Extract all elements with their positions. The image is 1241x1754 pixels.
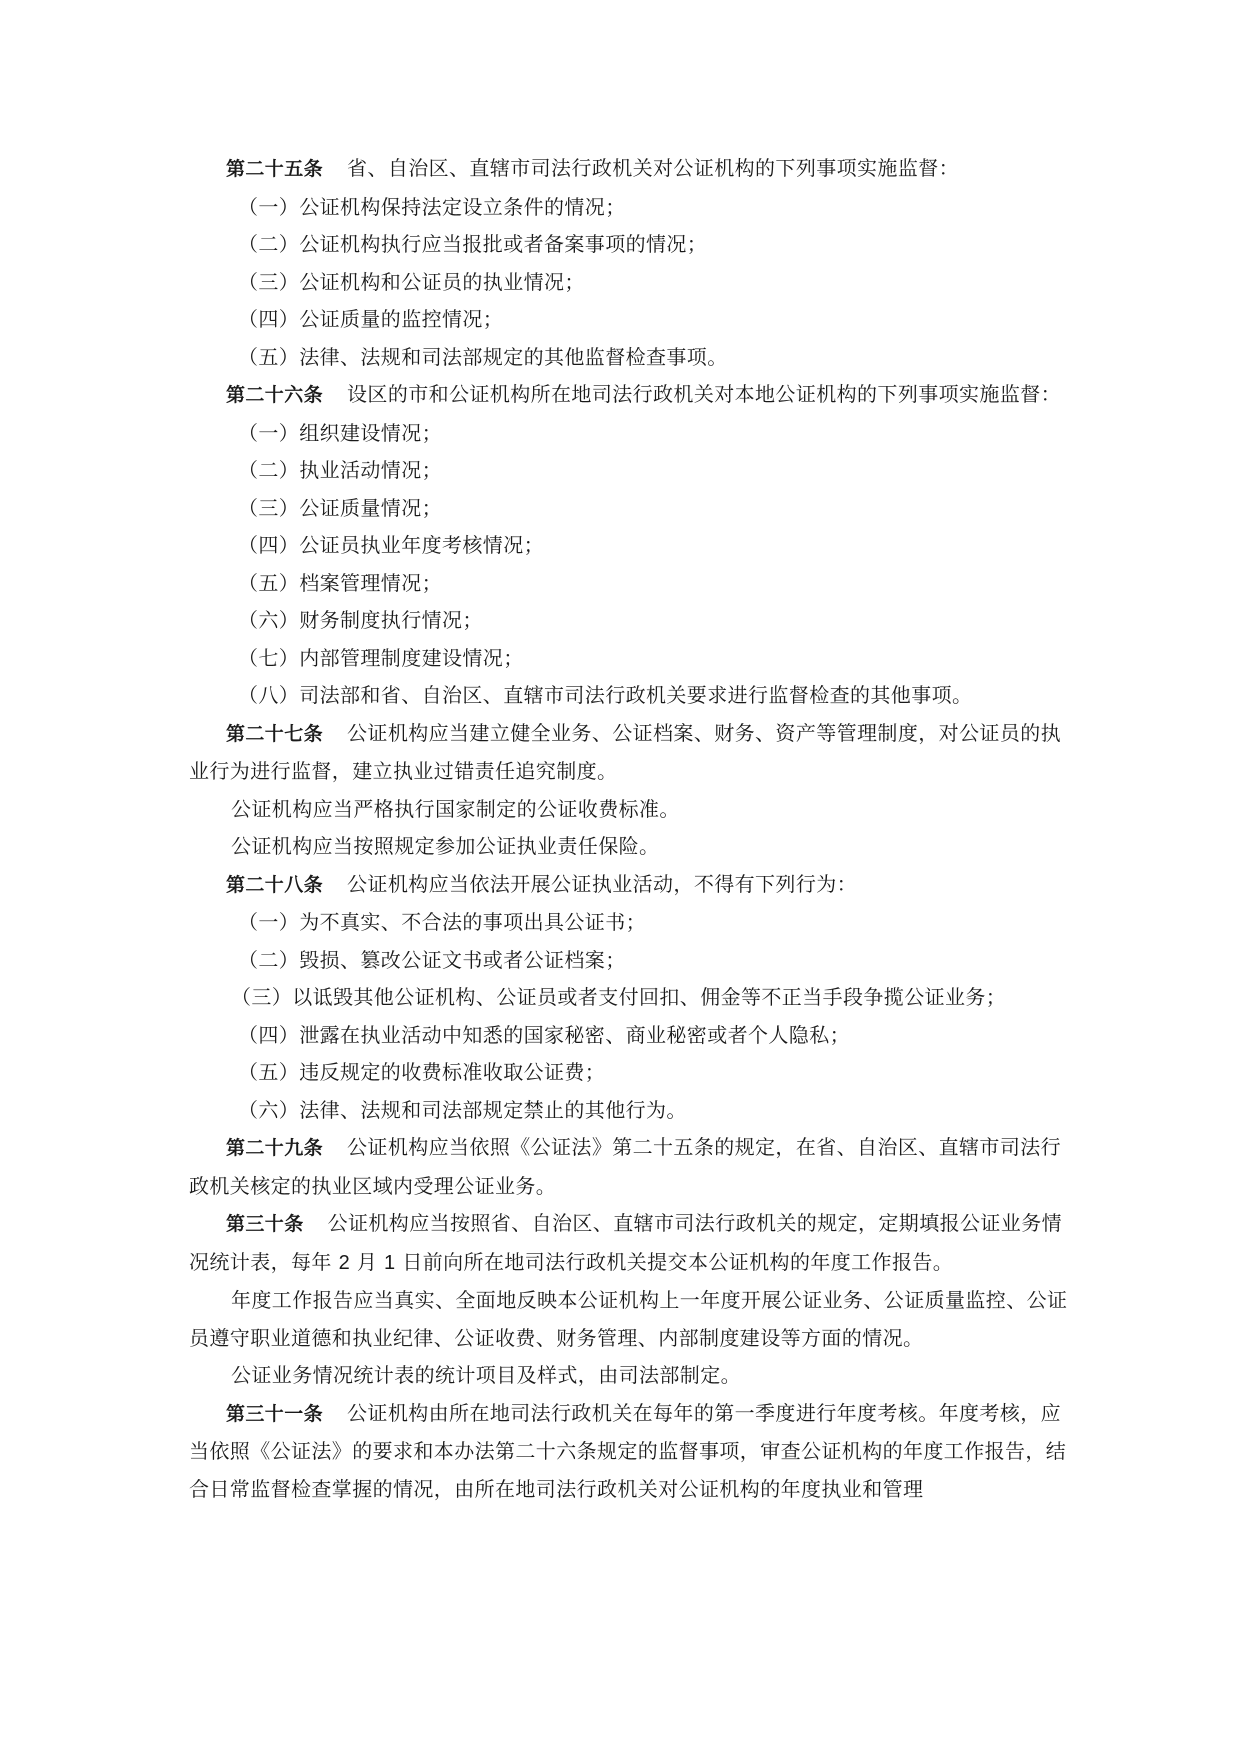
article-text: 省、自治区、直辖市司法行政机关对公证机构的下列事项实施监督： [347, 156, 960, 180]
article-28 [189, 866, 1074, 905]
list-item: （二）毁损、篡改公证文书或者公证档案； [238, 947, 626, 972]
list-item: （一）为不真实、不合法的事项出具公证书； [238, 910, 646, 934]
article-text: 设区的市和公证机构所在地司法行政机关对本地公证机构的下列事项实施监督： [347, 382, 1062, 406]
article-heading: 第二十九条 [226, 1137, 324, 1159]
article-27 [189, 715, 1074, 791]
list-item: （六）财务制度执行情况； [238, 608, 483, 632]
article-heading: 第三十一条 [226, 1402, 324, 1425]
list-item: （二）公证机构执行应当报批或者备案事项的情况； [238, 232, 708, 256]
article-heading: 第二十七条 [226, 722, 324, 745]
list-item: （四）公证员执业年度考核情况； [238, 533, 544, 557]
article-heading: 第二十六条 [226, 384, 324, 406]
list-item: （二）执业活动情况； [238, 458, 442, 482]
day-number: 1 [384, 1251, 396, 1274]
paragraph: 公证业务情况统计表的统计项目及样式，由司法部制定。 [231, 1363, 741, 1387]
article-heading: 第三十条 [226, 1213, 304, 1235]
article-text: 日前向所在地司法行政机关提交本公证机构的年度工作报告。 [402, 1249, 954, 1274]
article-26 [189, 376, 1074, 415]
list-item: （一）公证机构保持法定设立条件的情况； [238, 194, 626, 219]
article-text: 公证机构应当依法开展公证执业活动，不得有下列行为： [347, 871, 858, 896]
list-item: （一）组织建设情况； [238, 420, 442, 445]
month-number: 2 [338, 1251, 351, 1274]
list-item: （三）公证质量情况； [238, 495, 442, 520]
paragraph: 年度工作报告应当真实、全面地反映本公证机构上一年度开展公证业务、公证质量监控、公证员遵守职业道德和执业纪律、公证收费、财务管理、内部制度建设等方面的情况。 [189, 1288, 1068, 1350]
list-item: （五）违反规定的收费标准收取公证费； [238, 1060, 606, 1084]
list-item: （五）法律、法规和司法部规定的其他监督检查事项。 [238, 344, 728, 369]
list-item: （三）以诋毁其他公证机构、公证员或者支付回扣、佣金等不正当手段争揽公证业务； [231, 985, 1007, 1009]
article-heading: 第二十八条 [226, 873, 324, 896]
article-31 [189, 1395, 1074, 1509]
list-item: （八）司法部和省、自治区、直辖市司法行政机关要求进行监督检查的其他事项。 [238, 683, 973, 707]
article-text: 公证机构应当按照省、自治区、直辖市司法行政机关的规定，定期填报公证业务情况统计表，每年 [189, 1211, 1063, 1274]
paragraph: 公证机构应当严格执行国家制定的公证收费标准。 [231, 796, 680, 821]
list-item: （六）法律、法规和司法部规定禁止的其他行为。 [238, 1097, 687, 1122]
article-text: 公证机构应当依照《公证法》第二十五条的规定，在省、自治区、直辖市司法行政机关核定的执业区域内受理公证业务。 [189, 1135, 1062, 1198]
article-29 [189, 1129, 1074, 1205]
list-item: （三）公证机构和公证员的执业情况； [238, 269, 585, 294]
document-page [189, 150, 1074, 1508]
article-text: 公证机构由所在地司法行政机关在每年的第一季度进行年度考核。年度考核，应当依照《公证法》的要求和本办法第二十六条规定的监督事项，审查公证机构的年度工作报告，结合日常监督检查掌握的情况，由所在地司法行政机关对公证机构的年度执业和管理 [189, 1400, 1067, 1501]
list-item: （四）公证质量的监控情况； [238, 307, 504, 331]
paragraph: 公证机构应当按照规定参加公证执业责任保险。 [231, 834, 660, 858]
list-item: （四）泄露在执业活动中知悉的国家秘密、商业秘密或者个人隐私； [238, 1022, 850, 1047]
list-item: （五）档案管理情况； [238, 570, 442, 595]
article-text: 月 [356, 1249, 378, 1274]
article-heading: 第二十五条 [226, 158, 324, 180]
article-text: 公证机构应当建立健全业务、公证档案、财务、资产等管理制度，对公证员的执业行为进行监督，建立执业过错责任追究制度。 [189, 720, 1062, 783]
article-25 [189, 150, 1074, 189]
article-30 [189, 1205, 1074, 1282]
list-item: （七）内部管理制度建设情况； [238, 645, 524, 670]
